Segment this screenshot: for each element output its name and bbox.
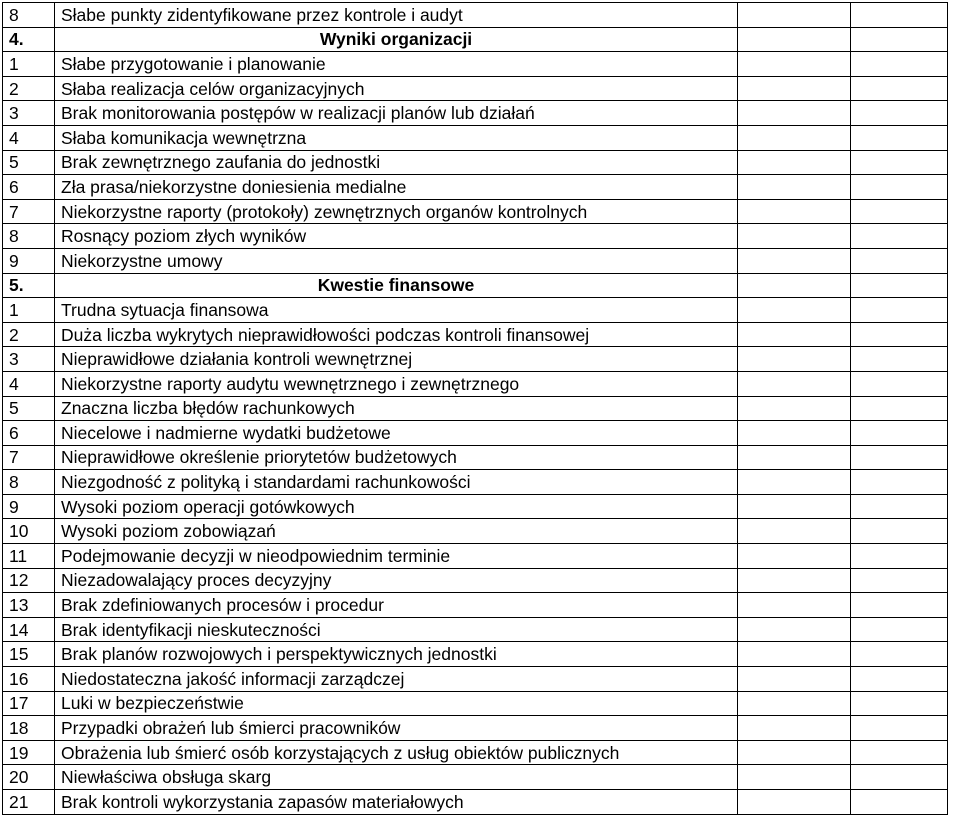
row-text: Wysoki poziom zobowiązań	[55, 519, 738, 544]
table-row	[3, 150, 948, 175]
table-row	[3, 421, 948, 446]
row-text: Brak zdefiniowanych procesów i procedur	[55, 593, 738, 618]
row-number: 1	[3, 298, 55, 323]
row-number: 6	[3, 175, 55, 200]
empty-cell	[738, 27, 851, 52]
empty-cell	[738, 445, 851, 470]
empty-cell	[851, 371, 948, 396]
empty-cell	[851, 740, 948, 765]
table-row	[3, 199, 948, 224]
empty-cell	[738, 716, 851, 741]
table-row	[3, 371, 948, 396]
table-row	[3, 3, 948, 28]
empty-cell	[738, 642, 851, 667]
row-number: 8	[3, 470, 55, 495]
empty-cell	[738, 199, 851, 224]
table-row	[3, 101, 948, 126]
table-row	[3, 396, 948, 421]
empty-cell	[851, 52, 948, 77]
empty-cell	[851, 150, 948, 175]
empty-cell	[851, 3, 948, 28]
row-text: Trudna sytuacja finansowa	[55, 298, 738, 323]
row-text: Niewłaściwa obsługa skarg	[55, 765, 738, 790]
empty-cell	[738, 421, 851, 446]
empty-cell	[851, 298, 948, 323]
empty-cell	[738, 150, 851, 175]
table-row	[3, 224, 948, 249]
row-text: Nieprawidłowe działania kontroli wewnętrznej	[55, 347, 738, 372]
empty-cell	[738, 273, 851, 298]
row-text: Słaba komunikacja wewnętrzna	[55, 125, 738, 150]
empty-cell	[851, 716, 948, 741]
row-text: Niecelowe i nadmierne wydatki budżetowe	[55, 421, 738, 446]
row-number: 14	[3, 617, 55, 642]
empty-cell	[738, 494, 851, 519]
table-row	[3, 76, 948, 101]
row-text: Przypadki obrażeń lub śmierci pracowników	[55, 716, 738, 741]
row-text: Brak kontroli wykorzystania zapasów materiałowych	[55, 790, 738, 815]
row-number: 3	[3, 101, 55, 126]
row-number: 12	[3, 568, 55, 593]
empty-cell	[851, 322, 948, 347]
empty-cell	[738, 224, 851, 249]
empty-cell	[851, 568, 948, 593]
table-row	[3, 716, 948, 741]
section-header-row	[3, 27, 948, 52]
empty-cell	[851, 445, 948, 470]
empty-cell	[738, 519, 851, 544]
empty-cell	[851, 76, 948, 101]
table-row	[3, 691, 948, 716]
empty-cell	[738, 371, 851, 396]
empty-cell	[851, 396, 948, 421]
row-number: 4	[3, 371, 55, 396]
table-row	[3, 790, 948, 815]
row-text: Brak planów rozwojowych i perspektywicznych jednostki	[55, 642, 738, 667]
row-text: Luki w bezpieczeństwie	[55, 691, 738, 716]
empty-cell	[851, 224, 948, 249]
row-number: 2	[3, 76, 55, 101]
row-text: Podejmowanie decyzji w nieodpowiednim terminie	[55, 544, 738, 569]
empty-cell	[738, 347, 851, 372]
row-text: Niekorzystne raporty (protokoły) zewnętrznych organów kontrolnych	[55, 199, 738, 224]
row-text: Słabe punkty zidentyfikowane przez kontrole i audyt	[55, 3, 738, 28]
empty-cell	[851, 347, 948, 372]
row-text: Duża liczba wykrytych nieprawidłowości podczas kontroli finansowej	[55, 322, 738, 347]
row-number: 13	[3, 593, 55, 618]
empty-cell	[851, 27, 948, 52]
row-number: 16	[3, 667, 55, 692]
empty-cell	[851, 421, 948, 446]
row-text: Brak identyfikacji nieskuteczności	[55, 617, 738, 642]
empty-cell	[738, 568, 851, 593]
section-title: Wyniki organizacji	[55, 27, 738, 52]
section-header-row	[3, 273, 948, 298]
empty-cell	[738, 101, 851, 126]
section-title: Kwestie finansowe	[55, 273, 738, 298]
empty-cell	[851, 470, 948, 495]
table-row	[3, 322, 948, 347]
table-row	[3, 740, 948, 765]
row-number: 1	[3, 52, 55, 77]
empty-cell	[851, 544, 948, 569]
row-text: Brak monitorowania postępów w realizacji planów lub działań	[55, 101, 738, 126]
row-number: 9	[3, 248, 55, 273]
row-text: Nieprawidłowe określenie priorytetów budżetowych	[55, 445, 738, 470]
table-row	[3, 593, 948, 618]
empty-cell	[851, 593, 948, 618]
row-number: 7	[3, 445, 55, 470]
row-number: 3	[3, 347, 55, 372]
row-text: Znaczna liczba błędów rachunkowych	[55, 396, 738, 421]
empty-cell	[738, 740, 851, 765]
table-row	[3, 470, 948, 495]
table-row	[3, 125, 948, 150]
empty-cell	[738, 175, 851, 200]
row-number: 10	[3, 519, 55, 544]
empty-cell	[738, 396, 851, 421]
table-row	[3, 642, 948, 667]
empty-cell	[738, 544, 851, 569]
empty-cell	[851, 494, 948, 519]
table-row	[3, 667, 948, 692]
table-row	[3, 347, 948, 372]
row-text: Niezadowalający proces decyzyjny	[55, 568, 738, 593]
row-number: 18	[3, 716, 55, 741]
empty-cell	[738, 3, 851, 28]
empty-cell	[738, 52, 851, 77]
table-row	[3, 494, 948, 519]
empty-cell	[738, 617, 851, 642]
row-number: 6	[3, 421, 55, 446]
empty-cell	[851, 519, 948, 544]
table-row	[3, 765, 948, 790]
row-number: 11	[3, 544, 55, 569]
row-number: 8	[3, 3, 55, 28]
risk-table	[2, 2, 948, 815]
table-row	[3, 544, 948, 569]
empty-cell	[851, 667, 948, 692]
row-text: Niedostateczna jakość informacji zarządczej	[55, 667, 738, 692]
row-text: Rosnący poziom złych wyników	[55, 224, 738, 249]
empty-cell	[738, 76, 851, 101]
empty-cell	[851, 199, 948, 224]
row-number: 5.	[3, 273, 55, 298]
row-text: Niezgodność z polityką i standardami rachunkowości	[55, 470, 738, 495]
table-row	[3, 445, 948, 470]
row-number: 20	[3, 765, 55, 790]
document-page	[2, 2, 948, 815]
empty-cell	[851, 765, 948, 790]
table-row	[3, 298, 948, 323]
table-row	[3, 568, 948, 593]
empty-cell	[851, 642, 948, 667]
row-text: Niekorzystne raporty audytu wewnętrznego i zewnętrznego	[55, 371, 738, 396]
row-text: Niekorzystne umowy	[55, 248, 738, 273]
row-text: Obrażenia lub śmierć osób korzystających z usług obiektów publicznych	[55, 740, 738, 765]
empty-cell	[738, 765, 851, 790]
row-text: Słabe przygotowanie i planowanie	[55, 52, 738, 77]
empty-cell	[851, 125, 948, 150]
row-number: 5	[3, 150, 55, 175]
row-text: Słaba realizacja celów organizacyjnych	[55, 76, 738, 101]
row-number: 4	[3, 125, 55, 150]
row-text: Zła prasa/niekorzystne doniesienia medialne	[55, 175, 738, 200]
risk-table-body	[3, 3, 948, 815]
row-number: 4.	[3, 27, 55, 52]
row-number: 19	[3, 740, 55, 765]
empty-cell	[851, 273, 948, 298]
empty-cell	[738, 248, 851, 273]
empty-cell	[738, 298, 851, 323]
table-row	[3, 248, 948, 273]
empty-cell	[738, 667, 851, 692]
table-row	[3, 617, 948, 642]
table-row	[3, 52, 948, 77]
empty-cell	[851, 617, 948, 642]
empty-cell	[851, 101, 948, 126]
row-number: 15	[3, 642, 55, 667]
row-number: 2	[3, 322, 55, 347]
table-row	[3, 175, 948, 200]
empty-cell	[738, 322, 851, 347]
row-number: 21	[3, 790, 55, 815]
empty-cell	[738, 593, 851, 618]
empty-cell	[738, 691, 851, 716]
row-number: 5	[3, 396, 55, 421]
row-number: 17	[3, 691, 55, 716]
empty-cell	[851, 175, 948, 200]
empty-cell	[738, 470, 851, 495]
empty-cell	[738, 125, 851, 150]
empty-cell	[851, 691, 948, 716]
row-number: 8	[3, 224, 55, 249]
empty-cell	[738, 790, 851, 815]
row-text: Brak zewnętrznego zaufania do jednostki	[55, 150, 738, 175]
empty-cell	[851, 248, 948, 273]
empty-cell	[851, 790, 948, 815]
table-row	[3, 519, 948, 544]
row-text: Wysoki poziom operacji gotówkowych	[55, 494, 738, 519]
row-number: 7	[3, 199, 55, 224]
row-number: 9	[3, 494, 55, 519]
